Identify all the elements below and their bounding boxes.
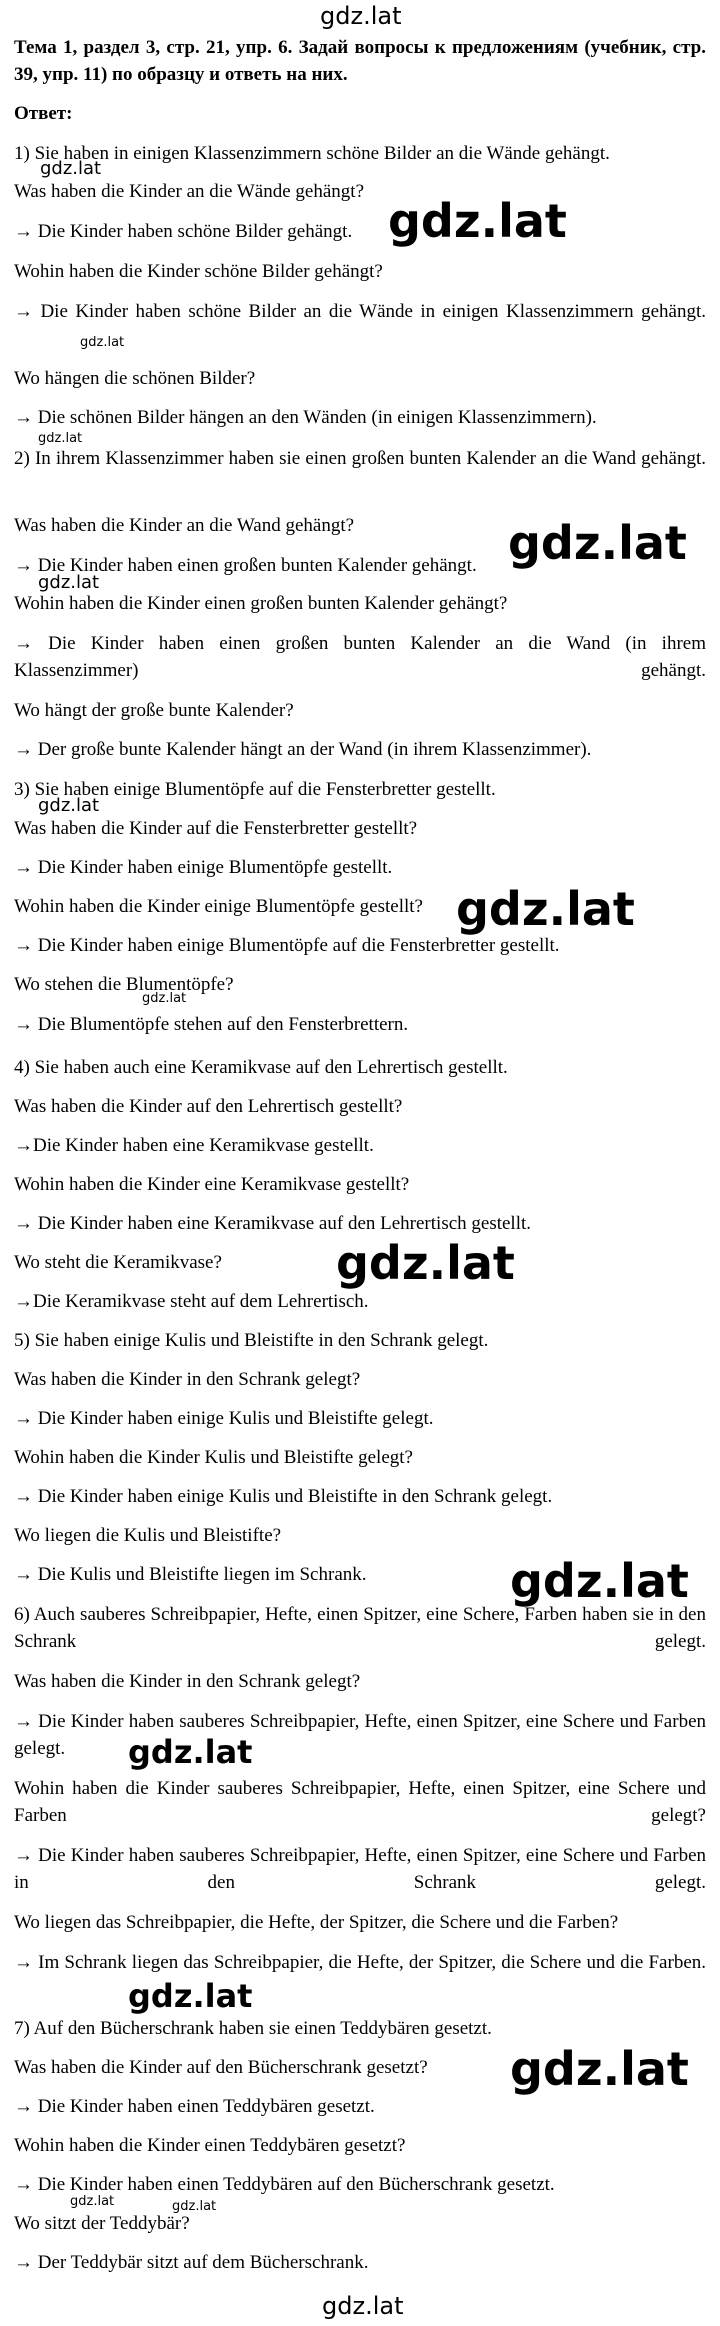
watermark: gdz.lat: [142, 991, 187, 1006]
watermark: gdz.lat: [172, 2199, 217, 2214]
answer-line: → Die Kinder haben sauberes Schreibpapier, Hefte, einen Spitzer, eine Schere und Farben in den Schrank gelegt.: [14, 1845, 706, 1893]
answer-line: Wo hängt der große bunte Kalender?: [14, 700, 294, 721]
answer-line: Was haben die Kinder in den Schrank gelegt?: [14, 1671, 361, 1692]
answer-line: Wo stehen die Blumentöpfe?: [14, 974, 234, 995]
watermark: gdz.lat: [388, 194, 567, 248]
answer-line: Was haben die Kinder an die Wände gehängt?: [14, 181, 365, 202]
watermark: gdz.lat: [38, 795, 100, 816]
answer-line: Wohin haben die Kinder einen Teddybären gesetzt?: [14, 2135, 406, 2156]
answer-line: → Die Kinder haben einige Blumentöpfe gestellt.: [14, 857, 393, 878]
answer-line: Wo hängen die schönen Bilder?: [14, 368, 256, 389]
answer-line: →Die Keramikvase steht auf dem Lehrertisch.: [14, 1291, 369, 1312]
answer-line: → Die Kinder haben schöne Bilder gehängt.: [14, 221, 353, 242]
watermark: gdz.lat: [510, 1554, 689, 1608]
answer-line: 3) Sie haben einige Blumentöpfe auf die Fensterbretter gestellt.: [14, 779, 496, 800]
answer-line: → Die Kinder haben sauberes Schreibpapier, Hefte, einen Spitzer, eine Schere und Farben gelegt.: [14, 1711, 706, 1759]
answer-line: → Die Kinder haben schöne Bilder an die Wände in einigen Klassenzimmern gehängt.: [14, 301, 706, 322]
answer-line: Wohin haben die Kinder sauberes Schreibpapier, Hefte, einen Spitzer, eine Schere und Farben gelegt?: [14, 1778, 706, 1826]
watermark: gdz.lat: [510, 2042, 689, 2096]
watermark: gdz.lat: [322, 2292, 404, 2320]
watermark: gdz.lat: [40, 158, 102, 179]
answer-line: 1) Sie haben in einigen Klassenzimmern schöne Bilder an die Wände gehängt.: [14, 143, 610, 164]
answer-line: 6) Auch sauberes Schreibpapier, Hefte, einen Spitzer, eine Schere, Farben haben sie in den Schrank gelegt.: [14, 1604, 706, 1652]
answer-line: → Die Kinder haben eine Keramikvase auf den Lehrertisch gestellt.: [14, 1213, 532, 1234]
answer-line: → Die Kinder haben einen Teddybären auf den Bücherschrank gesetzt.: [14, 2174, 555, 2195]
answer-line: → Die Kulis und Bleistifte liegen im Schrank.: [14, 1564, 367, 1585]
answer-line: → Der große bunte Kalender hängt an der Wand (in ihrem Klassenzimmer).: [14, 739, 592, 760]
watermark: gdz.lat: [80, 335, 125, 350]
answer-line: Wohin haben die Kinder Kulis und Bleistifte gelegt?: [14, 1447, 413, 1468]
watermark: gdz.lat: [456, 882, 635, 936]
answer-line: 2) In ihrem Klassenzimmer haben sie einen großen bunten Kalender an die Wand gehängt.: [14, 448, 706, 469]
answer-line: → Die Kinder haben einige Kulis und Bleistifte in den Schrank gelegt.: [14, 1486, 553, 1507]
answer-line: Was haben die Kinder an die Wand gehängt?: [14, 515, 355, 536]
answer-line: 5) Sie haben einige Kulis und Bleistifte in den Schrank gelegt.: [14, 1330, 489, 1351]
watermark: gdz.lat: [128, 1733, 253, 1771]
answer-line: Wo steht die Keramikvase?: [14, 1252, 222, 1273]
answer-line: → Die Kinder haben einige Kulis und Bleistifte gelegt.: [14, 1408, 434, 1429]
watermark: gdz.lat: [320, 2, 402, 30]
answer-line: Wohin haben die Kinder einen großen bunten Kalender gehängt?: [14, 593, 508, 614]
answer-line: → Die schönen Bilder hängen an den Wänden (in einigen Klassenzimmern).: [14, 407, 597, 428]
answer-line: → Die Kinder haben einen Teddybären gesetzt.: [14, 2096, 375, 2117]
answer-line: → Die Kinder haben einige Blumentöpfe auf die Fensterbretter gestellt.: [14, 935, 560, 956]
answer-line: Was haben die Kinder auf den Bücherschrank gesetzt?: [14, 2057, 428, 2078]
answer-line: Wo liegen das Schreibpapier, die Hefte, der Spitzer, die Schere und die Farben?: [14, 1912, 619, 1933]
answer-line: Wohin haben die Kinder eine Keramikvase gestellt?: [14, 1174, 410, 1195]
answer-line: Was haben die Kinder auf den Lehrertisch gestellt?: [14, 1096, 403, 1117]
answer-line: 7) Auf den Bücherschrank haben sie einen Teddybären gesetzt.: [14, 2018, 492, 2039]
watermark: gdz.lat: [508, 516, 687, 570]
watermark: gdz.lat: [38, 431, 83, 446]
answer-line: → Die Kinder haben einen großen bunten Kalender an die Wand (in ihrem Klassenzimmer) gehängt.: [14, 633, 706, 681]
watermark: gdz.lat: [38, 572, 100, 593]
answer-line: Wo liegen die Kulis und Bleistifte?: [14, 1525, 282, 1546]
answer-line: Was haben die Kinder auf die Fensterbretter gestellt?: [14, 818, 418, 839]
answer-line: → Die Kinder haben einen großen bunten Kalender gehängt.: [14, 555, 477, 576]
answer-line: →Die Kinder haben eine Keramikvase gestellt.: [14, 1135, 374, 1156]
answer-line: → Im Schrank liegen das Schreibpapier, die Hefte, der Spitzer, die Schere und die Farben.: [14, 1952, 706, 1973]
watermark: gdz.lat: [70, 2194, 115, 2209]
answer-line: Wohin haben die Kinder schöne Bilder gehängt?: [14, 261, 383, 282]
answer-line: 4) Sie haben auch eine Keramikvase auf den Lehrertisch gestellt.: [14, 1057, 508, 1078]
task-heading: Тема 1, раздел 3, стр. 21, упр. 6. Задай вопросы к предложениям (учебник, стр. 39, упр. 11) по образцу и ответь на них.: [14, 37, 706, 85]
answer-label: Ответ:: [14, 103, 73, 124]
answer-line: → Der Teddybär sitzt auf dem Bücherschrank.: [14, 2252, 369, 2273]
answer-line: Wo sitzt der Teddybär?: [14, 2213, 190, 2234]
watermark: gdz.lat: [336, 1236, 515, 1290]
answer-line: → Die Blumentöpfe stehen auf den Fensterbrettern.: [14, 1014, 409, 1035]
answer-line: Was haben die Kinder in den Schrank gelegt?: [14, 1369, 361, 1390]
watermark: gdz.lat: [128, 1977, 253, 2015]
answer-line: Wohin haben die Kinder einige Blumentöpfe gestellt?: [14, 896, 423, 917]
